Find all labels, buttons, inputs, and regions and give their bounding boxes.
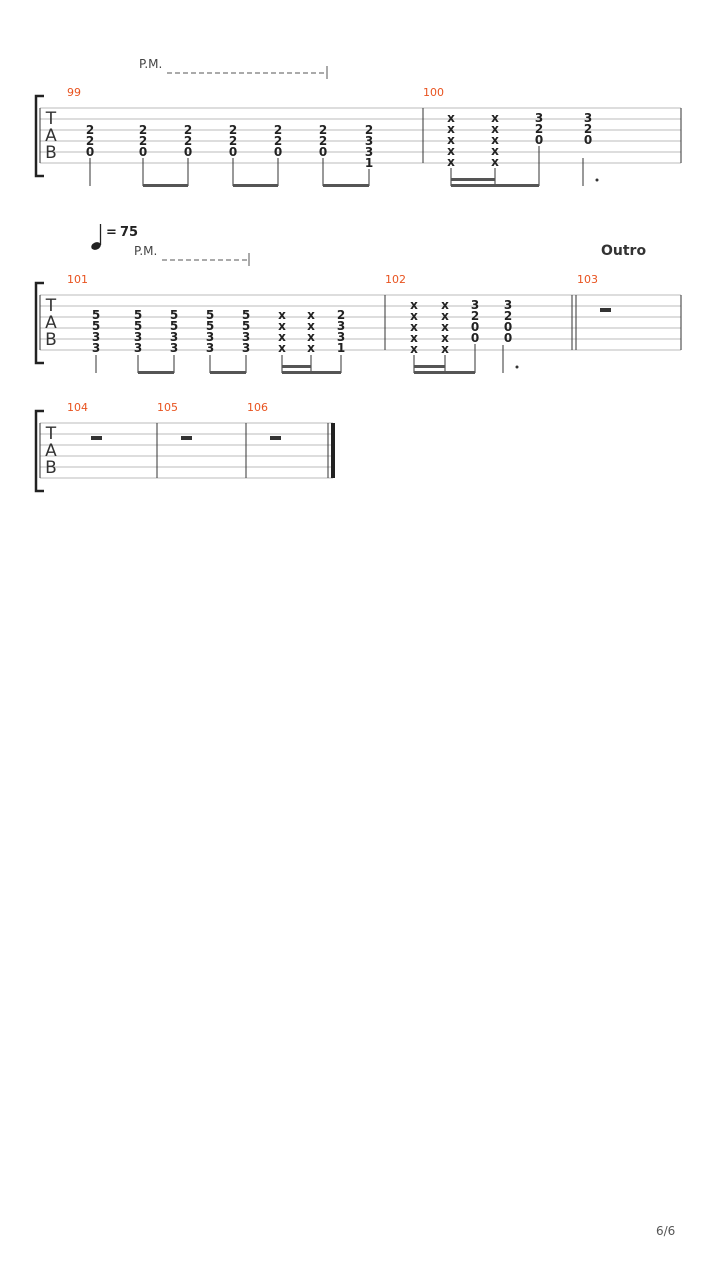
measure-number: 103 [577, 273, 598, 286]
chord [471, 298, 479, 345]
fret-number: 0 [273, 145, 283, 159]
fret-number: 2 [273, 123, 283, 137]
fret-number: x [447, 133, 455, 147]
fret-number: x [307, 341, 315, 355]
tab-clef-t: T [45, 296, 57, 316]
fret-number: 3 [534, 111, 544, 125]
measure-103 [600, 308, 611, 312]
chord [319, 123, 327, 159]
chord [535, 111, 543, 147]
tab-clef-t: T [45, 109, 57, 129]
fret-number: 2 [273, 134, 283, 148]
fret-number: 2 [85, 123, 95, 137]
fret-number: 0 [503, 320, 513, 334]
fret-number: x [278, 308, 286, 322]
fret-number: x [491, 155, 499, 169]
fret-number: x [410, 342, 418, 356]
fret-number: x [441, 298, 449, 312]
fret-number: 2 [534, 122, 544, 136]
fret-number: 3 [470, 298, 480, 312]
tab-clef-b: B [45, 330, 57, 350]
fret-number: 2 [470, 309, 480, 323]
tab-clef-a: A [45, 126, 57, 146]
chord [447, 111, 455, 169]
whole-rest-icon [270, 436, 281, 440]
fret-number: 0 [470, 331, 480, 345]
whole-rest-icon [600, 308, 611, 312]
fret-number: 5 [169, 319, 179, 333]
tempo-equals: = [106, 225, 117, 240]
fret-number: 0 [85, 145, 95, 159]
fret-number: 2 [318, 134, 328, 148]
tab-clef-a: A [45, 313, 57, 333]
measure-number: 105 [157, 401, 178, 414]
measure-number: 106 [247, 401, 268, 414]
fret-number: 2 [364, 123, 374, 137]
fret-number: 0 [183, 145, 193, 159]
chord [274, 123, 282, 159]
fret-number: x [307, 330, 315, 344]
fret-number: 2 [138, 123, 148, 137]
tab-clef-a: A [45, 441, 57, 461]
fret-number: 2 [583, 122, 593, 136]
palm-mute-label: P.M. [134, 244, 158, 258]
chord [184, 123, 192, 159]
fret-number: x [307, 319, 315, 333]
fret-number: 3 [241, 330, 251, 344]
measure-101 [92, 308, 345, 374]
augmentation-dot [596, 179, 599, 182]
section-label: Outro [601, 243, 647, 259]
fret-number: 2 [318, 123, 328, 137]
chord [92, 308, 100, 355]
measure-102 [410, 298, 518, 374]
fret-number: 2 [228, 123, 238, 137]
staff-lines [40, 423, 333, 478]
fret-number: 1 [364, 156, 374, 170]
fret-number: x [278, 330, 286, 344]
chord [441, 298, 449, 356]
measure-number: 100 [423, 86, 444, 99]
fret-number: 0 [583, 133, 593, 147]
chord [242, 308, 250, 355]
page-number: 6/6 [656, 1224, 676, 1238]
fret-number: x [447, 144, 455, 158]
tab-clef-b: B [45, 458, 57, 478]
fret-number: 5 [91, 308, 101, 322]
fret-number: x [441, 342, 449, 356]
fret-number: x [410, 331, 418, 345]
fret-number: 3 [91, 341, 101, 355]
chord [365, 123, 373, 170]
chord [491, 111, 499, 169]
fret-number: 5 [241, 319, 251, 333]
chord [206, 308, 214, 355]
fret-number: x [410, 320, 418, 334]
fret-number: x [447, 155, 455, 169]
fret-number: 0 [534, 133, 544, 147]
fret-number: x [491, 133, 499, 147]
fret-number: 3 [364, 145, 374, 159]
chord [139, 123, 147, 159]
fret-number: x [441, 309, 449, 323]
fret-number: x [441, 320, 449, 334]
fret-number: 2 [183, 134, 193, 148]
fret-number: 0 [318, 145, 328, 159]
system-2 [36, 224, 681, 374]
fret-number: 3 [205, 341, 215, 355]
rhythm-stems [96, 355, 341, 373]
chord [307, 308, 315, 355]
fret-number: 3 [503, 298, 513, 312]
whole-rest-icon [91, 436, 102, 440]
fret-number: 3 [169, 330, 179, 344]
fret-number: x [491, 111, 499, 125]
fret-number: x [278, 341, 286, 355]
fret-number: 3 [364, 134, 374, 148]
tab-clef-t: T [45, 424, 57, 444]
chord [337, 308, 345, 355]
chord [229, 123, 237, 159]
measure-99 [86, 123, 373, 187]
fret-number: 0 [228, 145, 238, 159]
fret-number: x [491, 122, 499, 136]
fret-number: x [410, 309, 418, 323]
tempo-bpm: 75 [120, 225, 139, 240]
whole-rest-icon [181, 436, 192, 440]
system-3 [36, 401, 335, 491]
fret-number: 5 [169, 308, 179, 322]
fret-number: 2 [228, 134, 238, 148]
fret-number: 3 [169, 341, 179, 355]
fret-number: 2 [138, 134, 148, 148]
fret-number: 3 [205, 330, 215, 344]
chord [584, 111, 592, 147]
fret-number: x [447, 122, 455, 136]
fret-number: 2 [85, 134, 95, 148]
measure-100 [447, 111, 598, 187]
fret-number: 5 [241, 308, 251, 322]
fret-number: 3 [336, 319, 346, 333]
fret-number: 3 [133, 341, 143, 355]
fret-number: 5 [205, 308, 215, 322]
fret-number: x [278, 319, 286, 333]
chord [410, 298, 418, 356]
fret-number: 3 [583, 111, 593, 125]
chord [504, 298, 512, 345]
beams [143, 184, 369, 187]
fret-number: 3 [133, 330, 143, 344]
fret-number: 3 [336, 330, 346, 344]
fret-number: 5 [133, 319, 143, 333]
rhythm-stems [414, 344, 503, 373]
measure-number: 101 [67, 273, 88, 286]
fret-number: x [307, 308, 315, 322]
fret-number: 0 [138, 145, 148, 159]
chord [134, 308, 142, 355]
tempo-marking [90, 224, 138, 251]
chord [170, 308, 178, 355]
fret-number: 2 [183, 123, 193, 137]
fret-number: x [447, 111, 455, 125]
chord [278, 308, 286, 355]
measure-number: 104 [67, 401, 88, 414]
final-barline-thick [331, 423, 335, 478]
fret-number: 3 [241, 341, 251, 355]
fret-number: x [441, 331, 449, 345]
tab-clef-b: B [45, 143, 57, 163]
measure-number: 102 [385, 273, 406, 286]
fret-number: 5 [205, 319, 215, 333]
augmentation-dot [516, 366, 519, 369]
rhythm-stems [90, 158, 369, 186]
fret-number: 2 [336, 308, 346, 322]
palm-mute-label: P.M. [139, 57, 163, 71]
chord [86, 123, 94, 159]
fret-number: x [491, 144, 499, 158]
fret-number: 3 [91, 330, 101, 344]
measure-number: 99 [67, 86, 81, 99]
fret-number: 1 [336, 341, 346, 355]
fret-number: 2 [503, 309, 513, 323]
fret-number: 0 [503, 331, 513, 345]
system-1 [36, 57, 681, 187]
fret-number: 5 [91, 319, 101, 333]
fret-number: x [410, 298, 418, 312]
fret-number: 0 [470, 320, 480, 334]
fret-number: 5 [133, 308, 143, 322]
